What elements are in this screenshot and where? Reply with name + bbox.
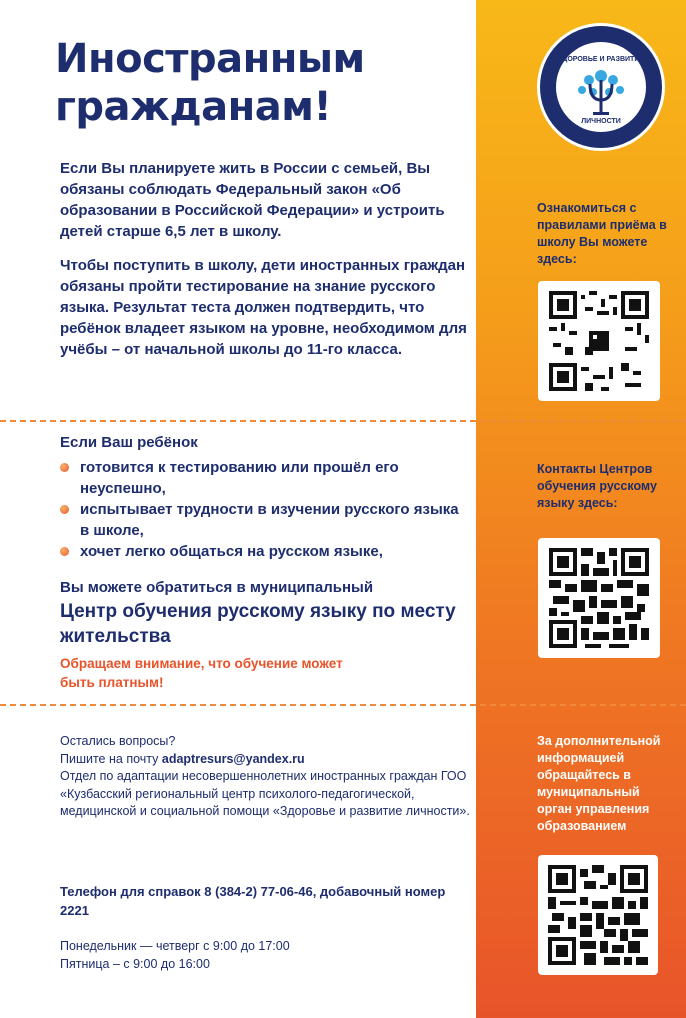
payment-notice: Обращаем внимание, что обучение может быть платным! bbox=[60, 656, 343, 690]
office-hours bbox=[60, 937, 470, 973]
email-prefix: Пишите на почту bbox=[60, 751, 162, 766]
logo-text-bottom: ЛИЧНОСТИ bbox=[581, 118, 621, 125]
sidebar-centers-contacts-text: Контакты Центров обучения русскому языку здесь: bbox=[537, 462, 657, 510]
qr-code-centers-contacts[interactable] bbox=[538, 538, 660, 658]
qr-icon bbox=[548, 548, 650, 648]
logo-inner-circle bbox=[556, 42, 646, 132]
intro-paragraph-1: Если Вы планируете жить в России с семьей, Вы обязаны соблюдать Федеральный закон «Об образовании в Российской Федерации» и устроить детей старше 6,5 лет в школу. bbox=[60, 160, 445, 240]
list-item bbox=[60, 457, 470, 499]
logo-text-top: ЗДОРОВЬЕ И РАЗВИТИЕ bbox=[557, 56, 645, 63]
intro-paragraph-2: Чтобы поступить в школу, дети иностранных граждан обязаны пройти тестирование на знание русского языка. Результат теста должен подтвердить, что ребёнок владеет языком на уровне, необходимом для учёбы – от начальной школы до 11-го класса. bbox=[60, 257, 467, 358]
organization-logo bbox=[537, 23, 665, 151]
dashed-divider-2 bbox=[0, 704, 686, 706]
bullet-dot-icon bbox=[60, 463, 69, 472]
bullet-text: испытывает трудности в изучении русского языка в школе, bbox=[80, 501, 459, 539]
contacts-block bbox=[60, 733, 470, 821]
support-bullet-list bbox=[60, 457, 470, 562]
tree-icon bbox=[573, 66, 629, 116]
dashed-divider-1 bbox=[0, 420, 686, 422]
hours-weekdays: Понедельник — четверг с 9:00 до 17:00 bbox=[60, 939, 290, 953]
appeal-text: Вы можете обратиться в муниципальный bbox=[60, 579, 374, 596]
sidebar-admission-rules-text: Ознакомиться с правилами приёма в школу Вы можете здесь: bbox=[537, 201, 667, 266]
bullet-text: готовится к тестированию или прошёл его неуспешно, bbox=[80, 459, 399, 497]
support-heading: Если Ваш ребёнок bbox=[60, 434, 198, 451]
bullet-dot-icon bbox=[60, 505, 69, 514]
bullet-text: хочет легко общаться на русском языке, bbox=[80, 543, 383, 560]
qr-icon bbox=[548, 865, 648, 965]
email-line bbox=[60, 751, 470, 769]
list-item bbox=[60, 541, 470, 562]
sidebar-education-authority-text: За дополнительной информацией обращайтесь в муниципальный орган управления образованием bbox=[537, 734, 661, 833]
organization-text: Отдел по адаптации несовершеннолетних иностранных граждан ГОО «Кузбасский региональный центр психолого-педагогической, медицинской и социальной помощи «Здоровье и развитие личности». bbox=[60, 769, 470, 818]
qr-code-admission-rules[interactable] bbox=[538, 281, 660, 401]
list-item bbox=[60, 499, 470, 541]
phone-text: Телефон для справок 8 (384-2) 77-06-46, добавочный номер 2221 bbox=[60, 884, 446, 918]
page-title: Иностранным гражданам! bbox=[55, 36, 365, 130]
qr-code-education-authority[interactable] bbox=[538, 855, 658, 975]
questions-line: Остались вопросы? bbox=[60, 734, 176, 748]
center-name: Центр обучения русскому языку по месту жительства bbox=[60, 601, 456, 647]
qr-icon bbox=[548, 291, 650, 391]
hours-friday: Пятница – с 9:00 до 16:00 bbox=[60, 957, 210, 971]
email-link[interactable]: adaptresurs@yandex.ru bbox=[161, 751, 305, 766]
bullet-dot-icon bbox=[60, 547, 69, 556]
